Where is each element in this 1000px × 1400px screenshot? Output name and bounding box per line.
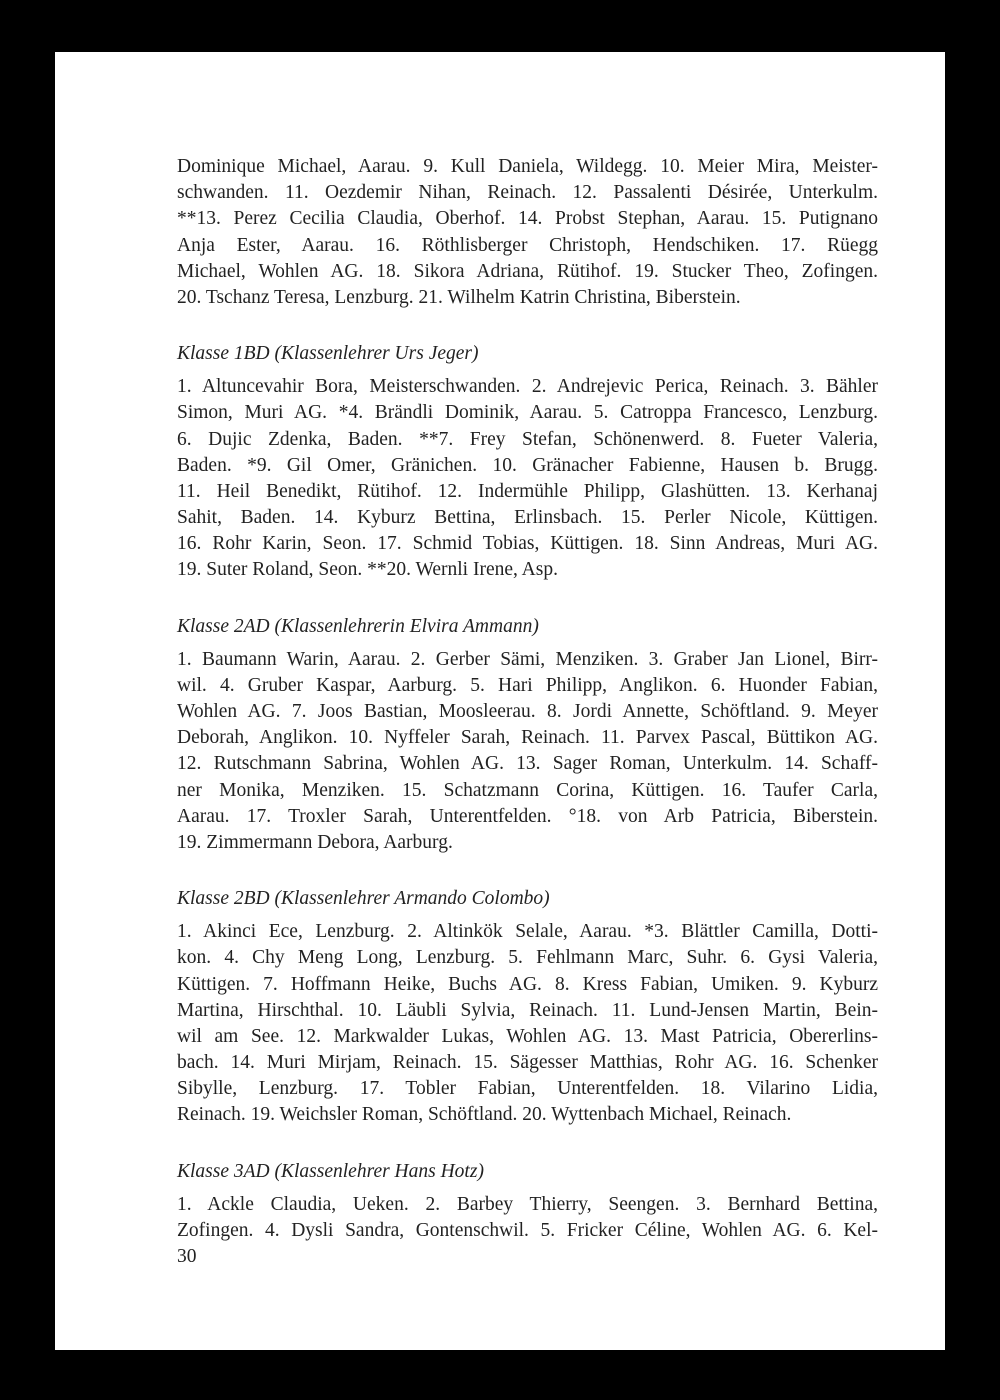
text-line: Dominique Michael, Aarau. 9. Kull Daniela, Wildegg. 10. Meier Mira, Meister- <box>177 156 878 177</box>
text-line: wil am See. 12. Markwalder Lukas, Wohlen AG. 13. Mast Patricia, Obererlins- <box>177 1025 878 1047</box>
text-line: 1. Baumann Warin, Aarau. 2. Gerber Sämi, Menziken. 3. Graber Jan Lionel, Birr- <box>177 648 878 670</box>
text-line: Deborah, Anglikon. 10. Nyffeler Sarah, Reinach. 11. Parvex Pascal, Büttikon AG. <box>177 727 878 749</box>
student-list-paragraph <box>177 374 878 584</box>
text-line: schwanden. 11. Oezdemir Nihan, Reinach. 12. Passalenti Désirée, Unterkulm. <box>177 182 878 204</box>
text-line: Simon, Muri AG. *4. Brändli Dominik, Aarau. 5. Catroppa Francesco, Lenzburg. <box>177 402 878 424</box>
text-line: 12. Rutschmann Sabrina, Wohlen AG. 13. Sager Roman, Unterkulm. 14. Schaff- <box>177 753 878 775</box>
text-line: 20. Tschanz Teresa, Lenzburg. 21. Wilhelm Katrin Christina, Biberstein. <box>177 286 741 308</box>
student-list-paragraph <box>177 154 878 311</box>
text-line: Martina, Hirschthal. 10. Läubli Sylvia, Reinach. 11. Lund-Jensen Martin, Bein- <box>177 999 878 1021</box>
text-line: Wohlen AG. 7. Joos Bastian, Moosleerau. 8. Jordi Annette, Schöftland. 9. Meyer <box>177 701 878 722</box>
text-line: Anja Ester, Aarau. 16. Röthlisberger Christoph, Hendschiken. 17. Rüegg <box>177 234 878 256</box>
text-line: 1. Altuncevahir Bora, Meisterschwanden. 2. Andrejevic Perica, Reinach. 3. Bähler <box>177 376 878 398</box>
student-list-paragraph <box>177 647 878 857</box>
text-line: 19. Suter Roland, Seon. **20. Wernli Irene, Asp. <box>177 559 558 581</box>
text-line: Zofingen. 4. Dysli Sandra, Gontenschwil. 5. Fricker Céline, Wohlen AG. 6. Kel- <box>177 1219 878 1241</box>
text-line: Aarau. 17. Troxler Sarah, Unterentfelden. °18. von Arb Patricia, Biberstein. <box>177 805 878 827</box>
student-list-paragraph <box>177 1192 878 1244</box>
text-line: Sibylle, Lenzburg. 17. Tobler Fabian, Unterentfelden. 18. Vilarino Lidia, <box>177 1078 878 1100</box>
class-heading: Klasse 1BD (Klassenlehrer Urs Jeger) <box>177 343 479 365</box>
text-line: 1. Akinci Ece, Lenzburg. 2. Altinkök Selale, Aarau. *3. Blättler Camilla, Dotti- <box>177 921 878 943</box>
text-line: Küttigen. 7. Hoffmann Heike, Buchs AG. 8. Kress Fabian, Umiken. 9. Kyburz <box>177 973 878 995</box>
class-heading: Klasse 2AD (Klassenlehrerin Elvira Ammann) <box>177 615 539 637</box>
student-list-paragraph <box>177 919 878 1129</box>
text-line: Baden. *9. Gil Omer, Gränichen. 10. Gränacher Fabienne, Hausen b. Brugg. <box>177 454 878 476</box>
text-line: **13. Perez Cecilia Claudia, Oberhof. 14. Probst Stephan, Aarau. 15. Putignano <box>177 208 878 230</box>
text-line: 16. Rohr Karin, Seon. 17. Schmid Tobias, Küttigen. 18. Sinn Andreas, Muri AG. <box>177 533 878 555</box>
text-line: ner Monika, Menziken. 15. Schatzmann Corina, Küttigen. 16. Taufer Carla, <box>177 779 878 801</box>
text-line: Michael, Wohlen AG. 18. Sikora Adriana, Rütihof. 19. Stucker Theo, Zofingen. <box>177 260 878 282</box>
text-line: bach. 14. Muri Mirjam, Reinach. 15. Sägesser Matthias, Rohr AG. 16. Schenker <box>177 1052 878 1074</box>
text-line: Sahit, Baden. 14. Kyburz Bettina, Erlinsbach. 15. Perler Nicole, Küttigen. <box>177 507 878 529</box>
page-content <box>177 154 878 1244</box>
text-line: 1. Ackle Claudia, Ueken. 2. Barbey Thierry, Seengen. 3. Bernhard Bettina, <box>177 1193 878 1215</box>
text-line: Reinach. 19. Weichsler Roman, Schöftland. 20. Wyttenbach Michael, Reinach. <box>177 1104 792 1126</box>
document-page <box>55 52 945 1350</box>
text-line: 11. Heil Benedikt, Rütihof. 12. Indermühle Philipp, Glashütten. 13. Kerhanaj <box>177 480 878 502</box>
class-heading: Klasse 2BD (Klassenlehrer Armando Colombo) <box>177 888 550 910</box>
text-line: wil. 4. Gruber Kaspar, Aarburg. 5. Hari Philipp, Anglikon. 6. Huonder Fabian, <box>177 674 878 696</box>
page-number: 30 <box>177 1246 197 1267</box>
text-line: kon. 4. Chy Meng Long, Lenzburg. 5. Fehlmann Marc, Suhr. 6. Gysi Valeria, <box>177 947 878 969</box>
text-line: 19. Zimmermann Debora, Aarburg. <box>177 831 453 853</box>
class-heading: Klasse 3AD (Klassenlehrer Hans Hotz) <box>177 1160 484 1182</box>
text-line: 6. Dujic Zdenka, Baden. **7. Frey Stefan, Schönenwerd. 8. Fueter Valeria, <box>177 428 878 450</box>
